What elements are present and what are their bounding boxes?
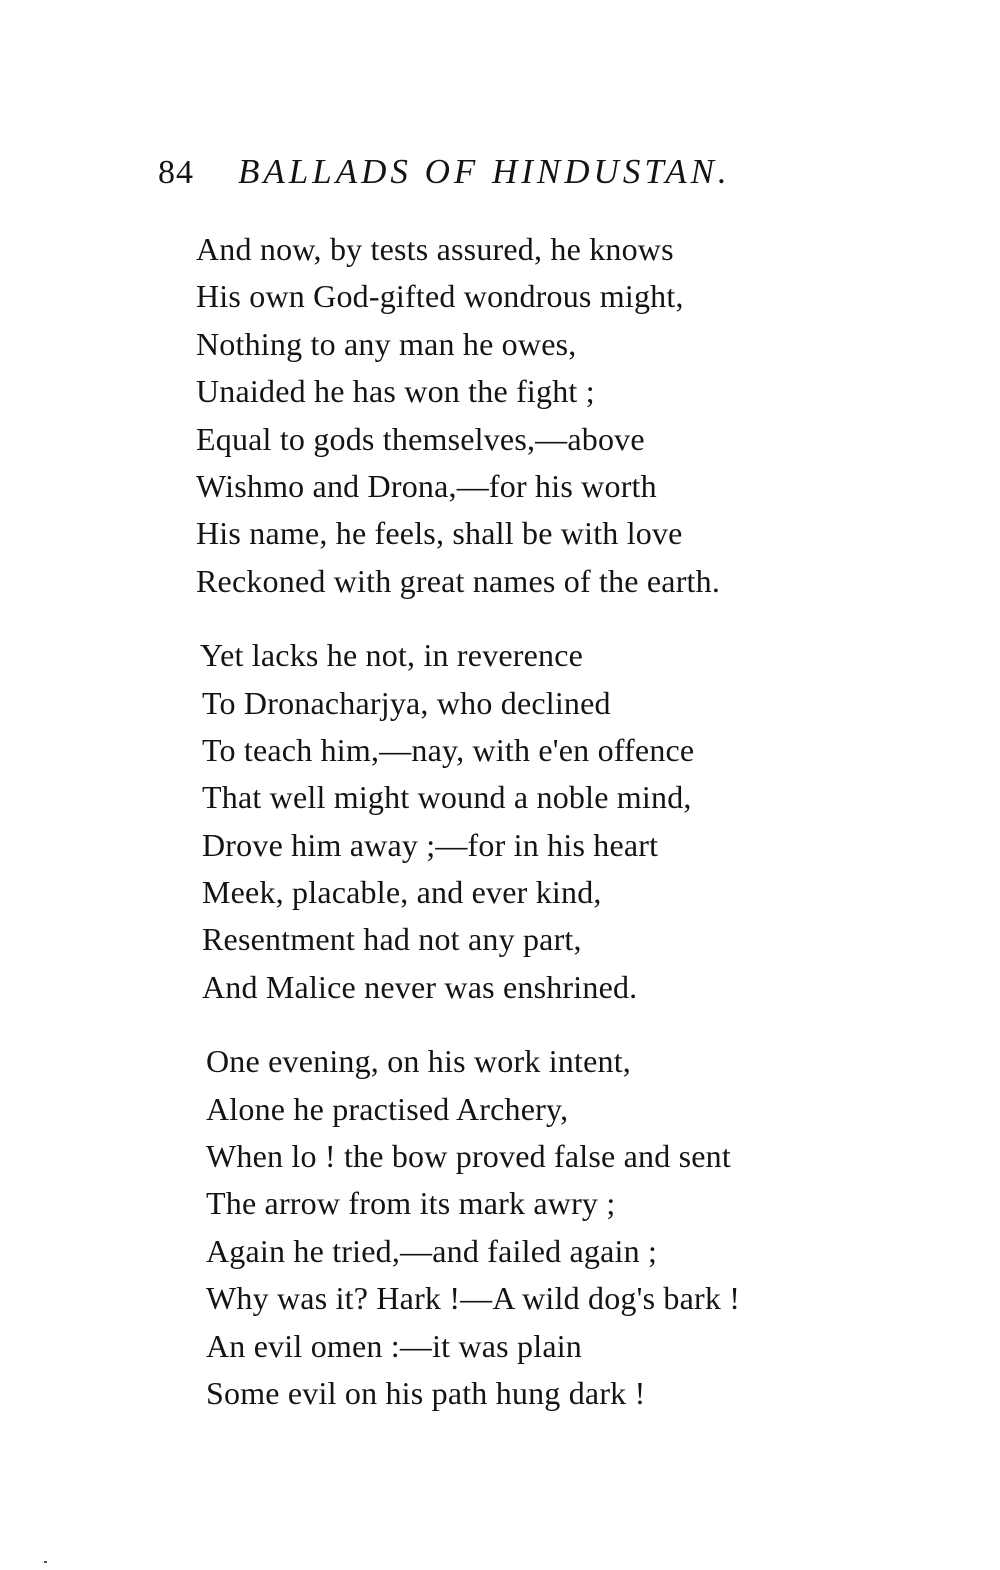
verse-line: Drove him away ;—for in his heart <box>202 826 659 863</box>
poem <box>196 226 876 1417</box>
verse-line: To teach him,—nay, with e'en offence <box>202 731 695 768</box>
verse-line: Again he tried,—and failed again ; <box>206 1232 658 1269</box>
verse-line: And Malice never was enshrined. <box>202 968 638 1005</box>
verse-line: And now, by tests assured, he knows <box>196 231 674 267</box>
verse-line: The arrow from its mark awry ; <box>206 1185 616 1222</box>
verse-line: Nothing to any man he owes, <box>196 325 577 362</box>
verse-line: Reckoned with great names of the earth. <box>196 562 721 599</box>
stanza-3 <box>196 1038 876 1417</box>
verse-line: Why was it? Hark !—A wild dog's bark ! <box>206 1280 741 1317</box>
verse-line: One evening, on his work intent, <box>206 1043 631 1080</box>
verse-line: Meek, placable, and ever kind, <box>202 874 602 911</box>
verse-line: Resentment had not any part, <box>202 921 582 958</box>
stanza-2 <box>196 632 876 1011</box>
verse-line: Equal to gods themselves,—above <box>196 420 645 457</box>
verse-line: That well might wound a noble mind, <box>202 779 692 816</box>
verse-line: Some evil on his path hung dark ! <box>206 1374 646 1411</box>
verse-line: To Dronacharjya, who declined <box>202 684 611 721</box>
verse-line: Wishmo and Drona,—for his worth <box>196 467 657 504</box>
page-number: 84 <box>158 154 194 191</box>
stanza-1 <box>196 226 876 605</box>
running-title: BALLADS OF HINDUSTAN. <box>238 152 731 191</box>
running-head <box>158 152 731 200</box>
verse-line: His own God-gifted wondrous might, <box>196 278 684 315</box>
verse-line: Unaided he has won the fight ; <box>196 373 595 410</box>
verse-line: His name, he feels, shall be with love <box>196 515 683 552</box>
verse-line: Alone he practised Archery, <box>206 1090 569 1127</box>
verse-line: When lo ! the bow proved false and sent <box>206 1138 731 1175</box>
verse-line: Yet lacks he not, in reverence <box>200 637 584 674</box>
scan-speck <box>44 1561 47 1563</box>
verse-line: An evil omen :—it was plain <box>206 1327 583 1364</box>
